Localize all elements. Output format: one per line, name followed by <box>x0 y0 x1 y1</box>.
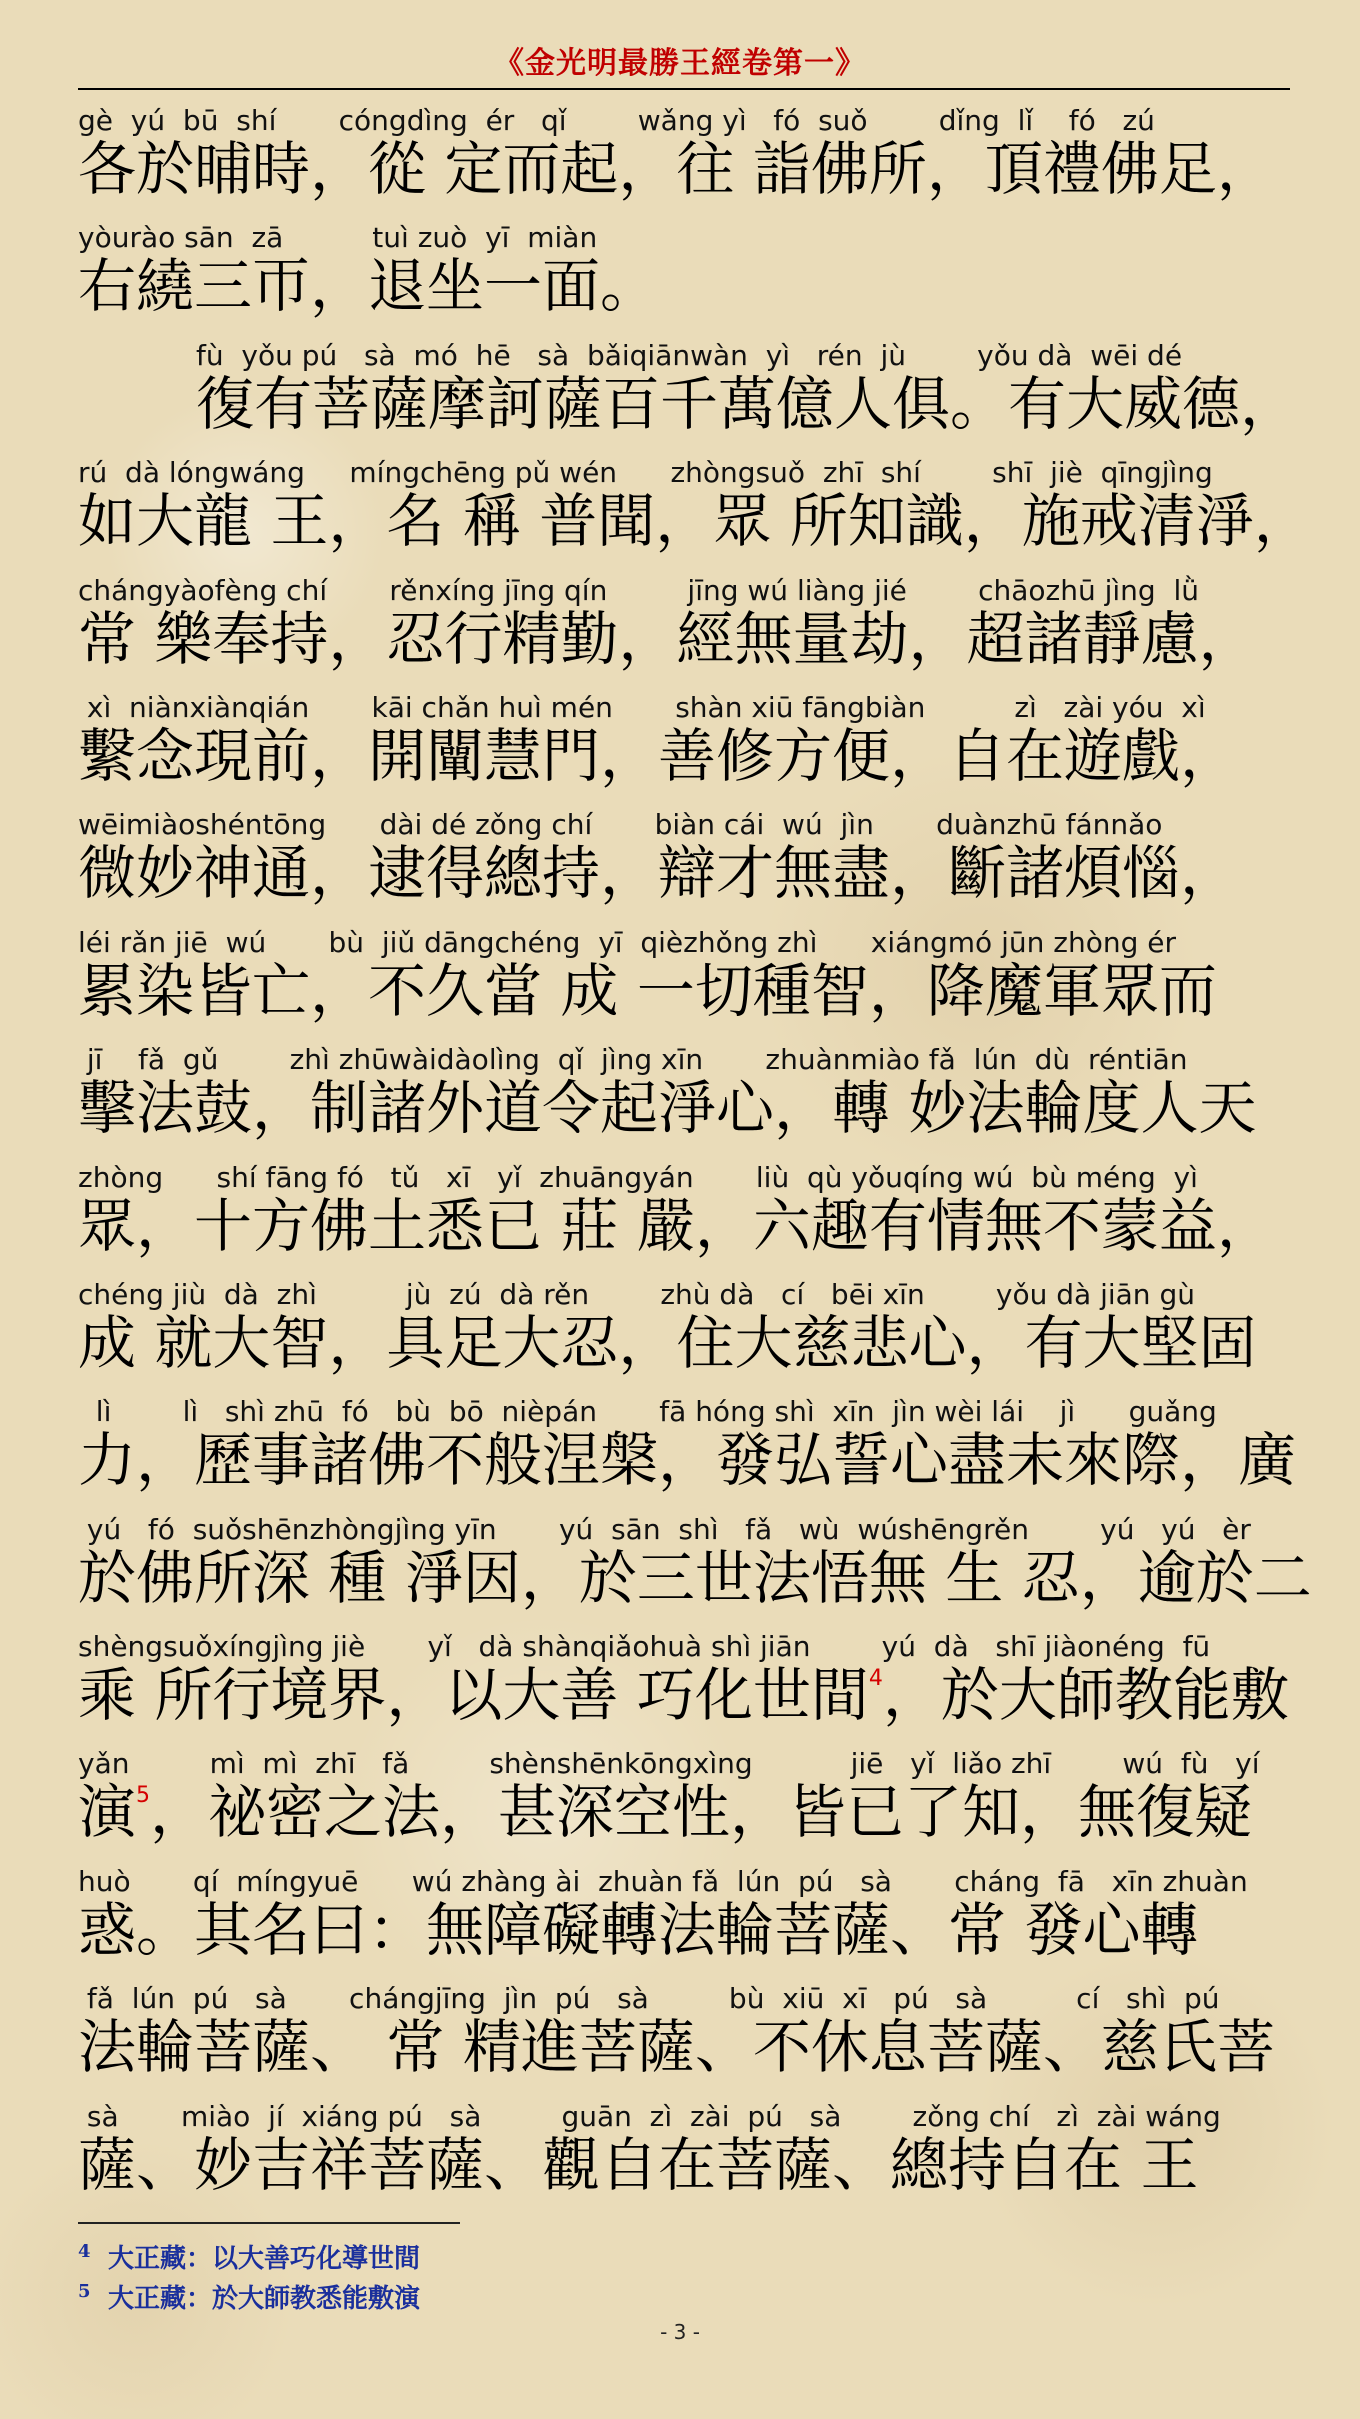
hanzi-line: 眾，十方佛土悉已 莊 嚴，六趣有情無不蒙益， <box>78 1191 1275 1260</box>
pinyin-line: yú fó suǒshēnzhòngjìng yīn yú sān shì fǎ wù wúshēngrěn yú yú èr <box>78 1512 1251 1546</box>
footnotes <box>78 2232 978 2312</box>
text-line <box>78 914 1298 1031</box>
footnote-ref-4[interactable]: 4 <box>868 1666 883 1692</box>
pinyin-line: chéng jiù dà zhì jù zú dà rěn zhù dà cí bēi xīn yǒu dà jiān gù <box>78 1277 1195 1311</box>
text-line <box>78 796 1298 913</box>
text-line <box>78 444 1312 561</box>
hanzi-line <box>78 1777 1252 1847</box>
text-line <box>78 1266 1298 1383</box>
hanzi-line: 復有菩薩摩訶薩百千萬億人俱。有大威德， <box>196 369 1299 438</box>
page-header-title: 《金光明最勝王經卷第一》 <box>494 46 866 81</box>
pinyin-line: zhòng shí fāng fó tǔ xī yǐ zhuāngyán liù qù yǒuqíng wú bù méng yì <box>78 1160 1198 1194</box>
footnote-text: 大正藏：以大善巧化導世間 <box>108 2244 421 2274</box>
hanzi-line: 成 就大智，具足大忍，住大慈悲心，有大堅固 <box>78 1308 1257 1377</box>
pinyin-line: shèngsuǒxíngjìng jiè yǐ dà shànqiǎohuà shì jiān yú dà shī jiàonéng fū <box>78 1630 1211 1664</box>
pinyin-line: yǎn mì mì zhī fǎ shènshēnkōngxìng jiē yǐ liǎo zhī wú fù yí <box>78 1747 1260 1781</box>
hanzi-line: 繫念現前，開闡慧門，善修方便，自在遊戲， <box>78 721 1239 790</box>
page-number: - 3 - <box>660 2320 700 2344</box>
footnote-item <box>78 2232 978 2272</box>
footnote-ref-5[interactable]: 5 <box>136 1783 151 1809</box>
hanzi-segment: 乘 所行境界，以大善 巧化世間 <box>78 1661 869 1730</box>
pinyin-line: huò qí míngyuē wú zhàng ài zhuàn fǎ lún pú sà cháng fā xīn zhuàn <box>78 1864 1248 1898</box>
text-line <box>78 1970 1298 2087</box>
text-line <box>78 1501 1312 1618</box>
text-line <box>78 562 1298 679</box>
pinyin-line: wēimiàoshéntōng dài dé zǒng chí biàn cái wú jìn duànzhū fánnǎo <box>78 808 1163 842</box>
hanzi-line: 法輪菩薩、 常 精進菩薩、不休息菩薩、慈氏菩 <box>78 2013 1275 2082</box>
footnote-text: 大正藏：於大師教悉能敷演 <box>108 2284 421 2314</box>
hanzi-segment: 演 <box>78 1778 137 1847</box>
pinyin-line: rú dà lóngwáng míngchēng pǔ wén zhòngsuǒ zhī shí shī jiè qīngjìng <box>78 456 1213 490</box>
pinyin-line: chángyàofèng chí rěnxíng jīng qín jīng wú liàng jié chāozhū jìng lǜ <box>78 573 1199 607</box>
footnote-number: 5 <box>78 2281 91 2302</box>
text-line <box>78 1853 1298 1970</box>
hanzi-line: 常 樂奉持，忍行精勤，經無量劫，超諸靜慮， <box>78 604 1257 673</box>
pinyin-line: sà miào jí xiáng pú sà guān zì zài pú sà zǒng chí zì zài wáng <box>78 2099 1221 2133</box>
pinyin-line: fǎ lún pú sà chángjīng jìn pú sà bù xiū xī pú sà cí shì pú <box>78 1982 1220 2016</box>
text-line <box>78 2088 1298 2205</box>
hanzi-line: 如大龍 王，名 稱 普聞，眾 所知識，施戒清淨， <box>78 487 1312 556</box>
hanzi-line <box>78 1660 1289 1730</box>
scripture-text <box>78 92 1312 2205</box>
text-line <box>78 1031 1298 1148</box>
pinyin-line: gè yú bū shí cóngdìng ér qǐ wǎng yì fó suǒ dǐng lǐ fó zú <box>78 104 1155 137</box>
hanzi-line: 於佛所深 種 淨因，於三世法悟無 生 忍，逾於二 <box>78 1543 1312 1612</box>
pinyin-line: yòurào sān zā tuì zuò yī miàn <box>78 221 598 255</box>
text-line <box>78 1149 1298 1266</box>
header-divider <box>78 88 1290 90</box>
hanzi-line: 右繞三帀，退坐一面。 <box>78 252 659 321</box>
hanzi-segment: ，於大師教能敷 <box>882 1661 1289 1730</box>
text-line <box>78 1735 1298 1852</box>
footnote-divider <box>78 2222 460 2224</box>
hanzi-line: 微妙神通，逮得總持，辯才無盡，斷諸煩惱， <box>78 839 1239 908</box>
text-line-paragraph-start <box>78 327 1298 444</box>
text-line <box>78 209 1298 326</box>
text-line <box>78 679 1298 796</box>
hanzi-line: 擊法鼓，制諸外道令起淨心，轉 妙法輪度人天 <box>78 1074 1257 1143</box>
pinyin-line: jī fǎ gǔ zhì zhūwàidàolìng qǐ jìng xīn zhuànmiào fǎ lún dù réntiān <box>78 1043 1188 1077</box>
footnote-number: 4 <box>78 2241 91 2262</box>
pinyin-line: lì lì shì zhū fó bù bō nièpán fā hóng shì xīn jìn wèi lái jì guǎng <box>78 1395 1217 1429</box>
text-line <box>78 1383 1298 1500</box>
hanzi-line: 薩、妙吉祥菩薩、觀自在菩薩、總持自在 王 <box>78 2130 1199 2199</box>
hanzi-line: 惑。其名曰：無障礙轉法輪菩薩、常 發心轉 <box>78 1895 1199 1964</box>
pinyin-line: léi rǎn jiē wú bù jiǔ dāngchéng yī qièzhǒng zhì xiángmó jūn zhòng ér <box>78 925 1176 959</box>
hanzi-line: 各於晡時，從 定而起，往 詣佛所，頂禮佛足， <box>78 135 1275 203</box>
text-line <box>78 92 1298 209</box>
hanzi-line: 累染皆亡，不久當 成 一切種智，降魔軍眾而 <box>78 956 1217 1025</box>
hanzi-line: 力，歷事諸佛不般涅槃，發弘誓心盡未來際，廣 <box>78 1426 1297 1495</box>
pinyin-line: fù yǒu pú sà mó hē sà bǎiqiānwàn yì rén jù yǒu dà wēi dé <box>196 338 1183 372</box>
pinyin-line: xì niànxiànqián kāi chǎn huì mén shàn xiū fāngbiàn zì zài yóu xì <box>78 690 1206 724</box>
text-line <box>78 1618 1298 1735</box>
footnote-item <box>78 2272 978 2312</box>
hanzi-segment: ，祕密之法，甚深空性，皆已了知，無復疑 <box>150 1778 1253 1847</box>
